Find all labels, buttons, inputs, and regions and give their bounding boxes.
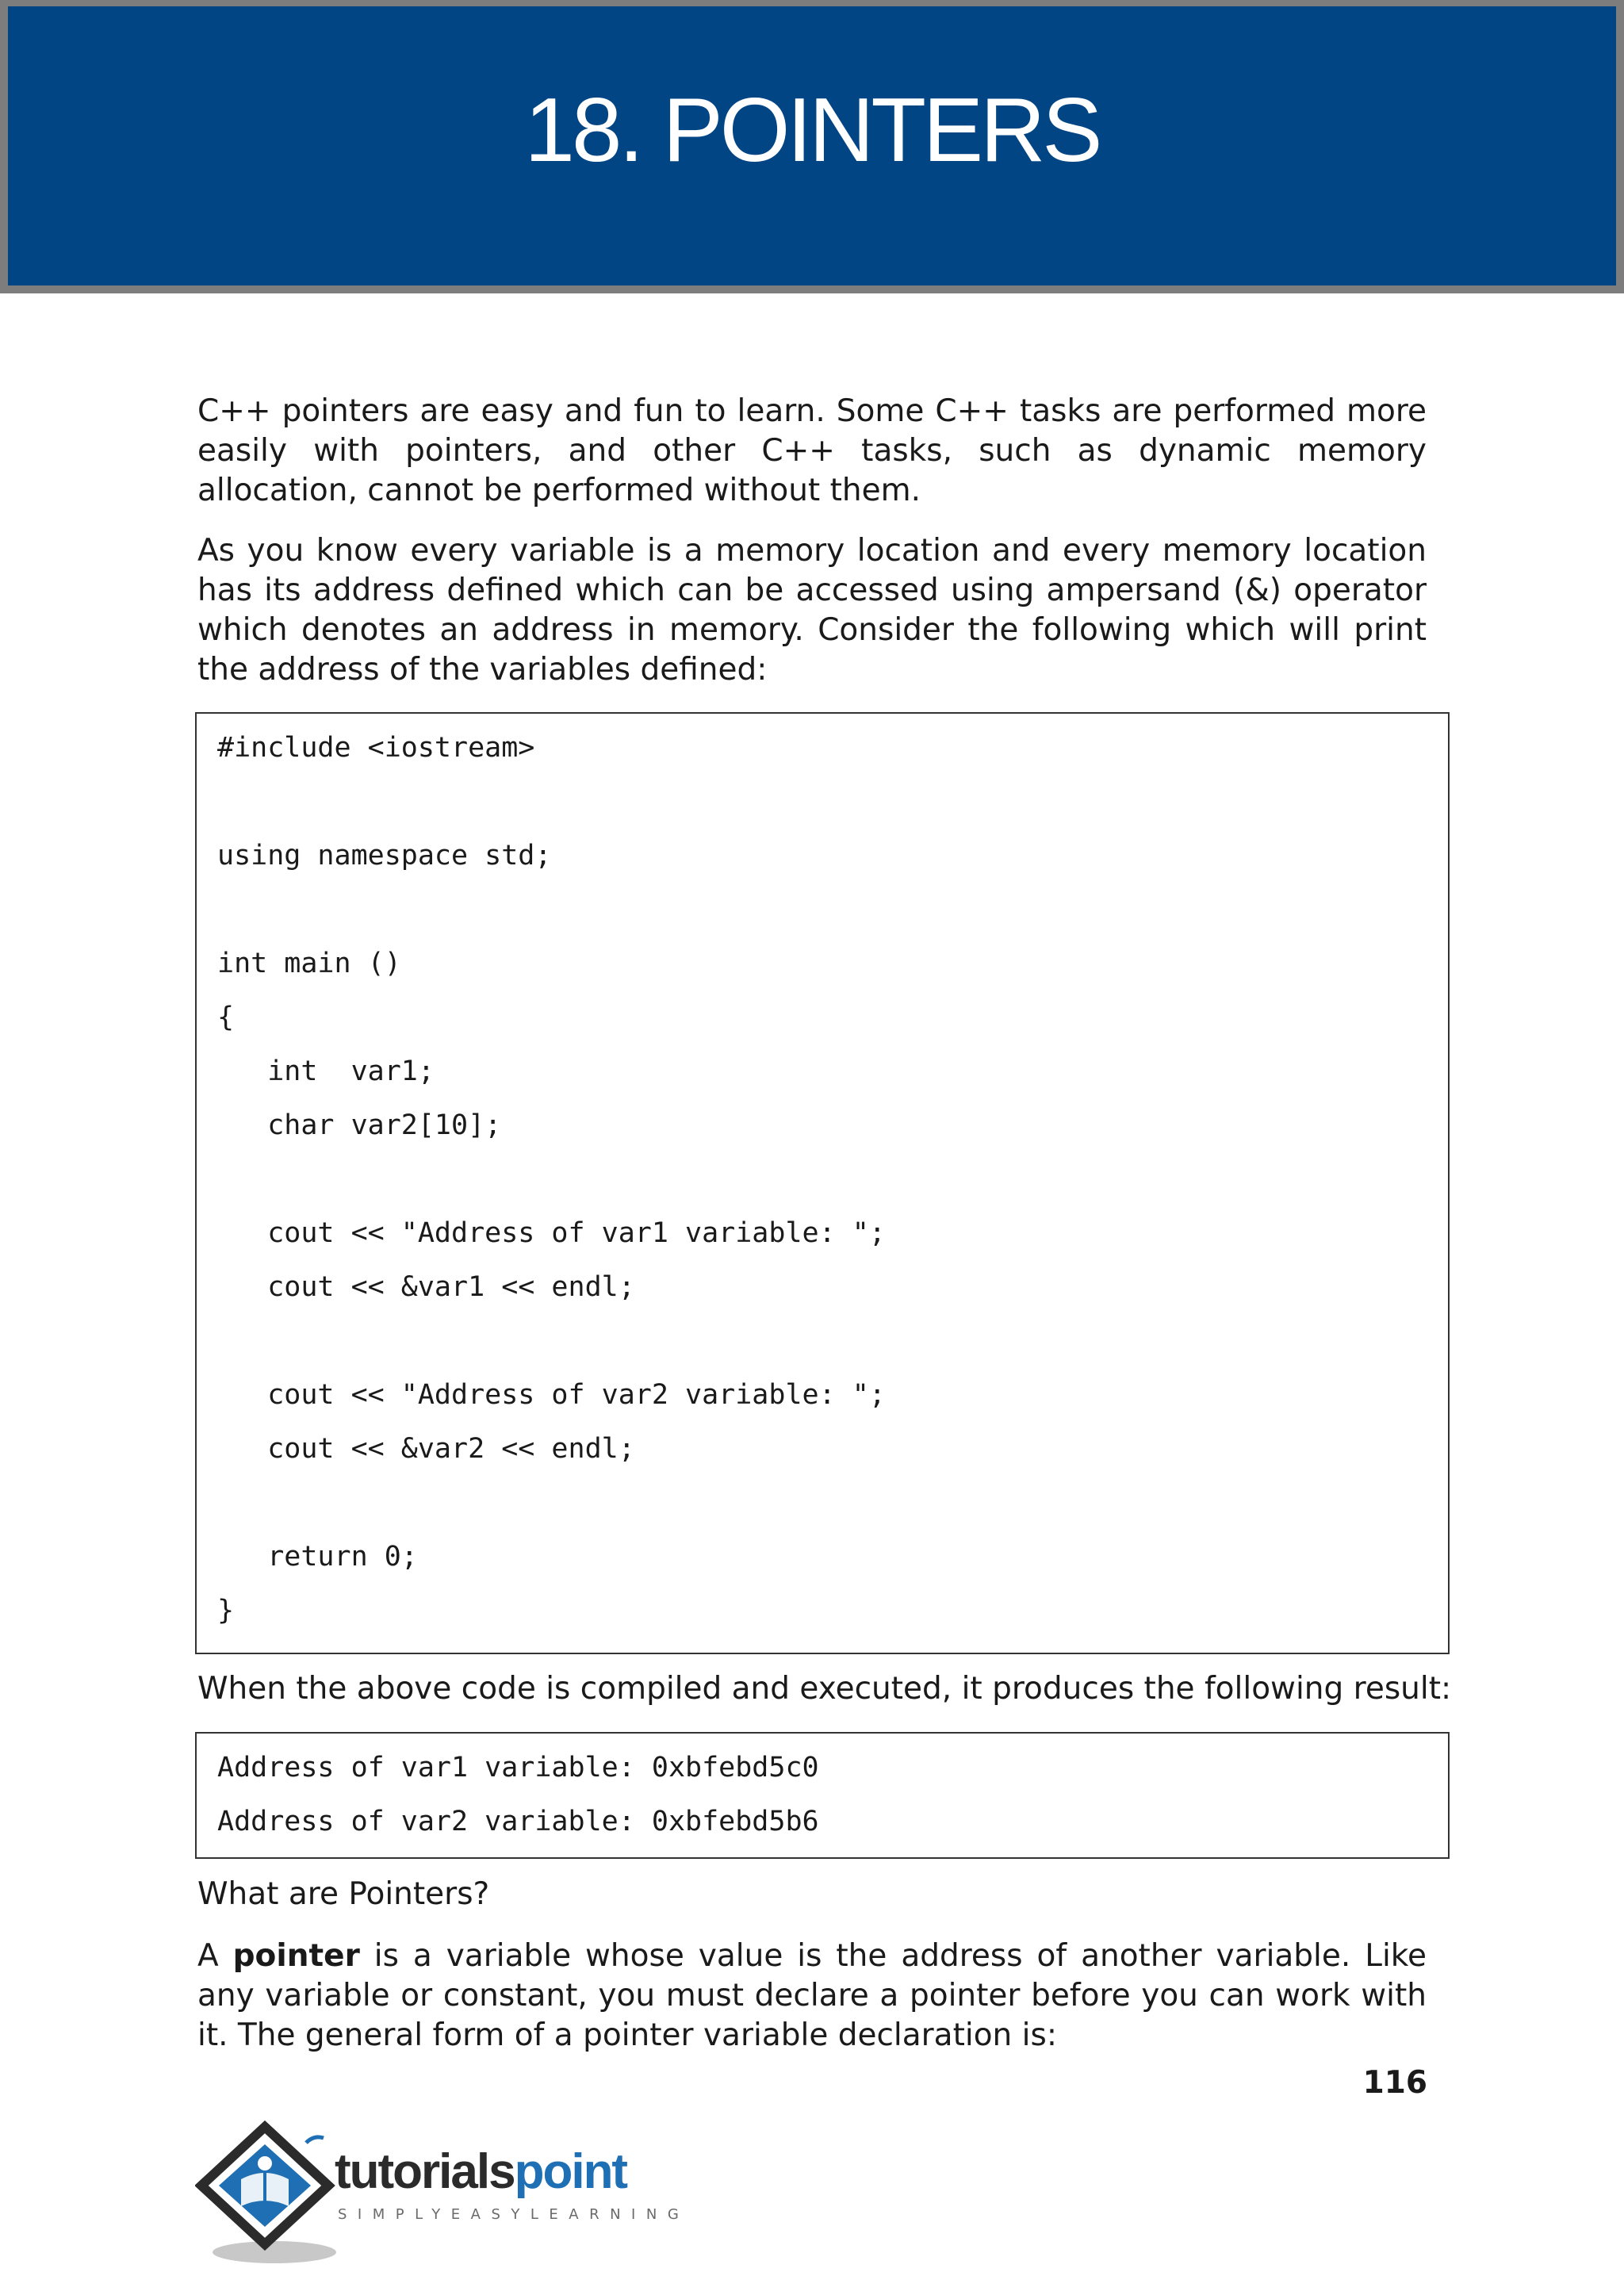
chapter-banner [0, 0, 1624, 293]
code-line: cout << "Address of var2 variable: "; [217, 1379, 886, 1411]
code-line: cout << &var2 << endl; [217, 1433, 635, 1465]
code-line: int var1; [217, 1056, 435, 1087]
tutorialspoint-logo [195, 2117, 690, 2276]
code-line: int main () [217, 948, 401, 979]
logo-wordmark: tutorialspoint [335, 2144, 627, 2199]
chapter-title: 18. POINTERS [524, 80, 1100, 181]
code-line: #include <iostream> [217, 732, 535, 764]
pointer-definition-paragraph [197, 1937, 1427, 2056]
code-line: char var2[10]; [217, 1109, 502, 1141]
code-example-box [195, 712, 1450, 1654]
pointer-term: pointer [232, 1938, 360, 1974]
section-heading: What are Pointers? [197, 1876, 490, 1912]
result-intro-text: When the above code is compiled and executed, it produces the following result: [197, 1671, 1452, 1707]
address-paragraph: As you know every variable is a memory location and every memory location has its address defined which can be accessed using ampersand (&) operator which denotes an address in memory. Consider the following which will print the address of the variables defined: [197, 533, 1427, 688]
code-line: } [217, 1595, 235, 1626]
code-line: cout << "Address of var1 variable: "; [217, 1217, 886, 1249]
output-line: Address of var2 variable: 0xbfebd5b6 [217, 1806, 819, 1837]
logo-tagline: SIMPLYEASYLEARNING [338, 2206, 690, 2223]
code-line: using namespace std; [217, 840, 552, 872]
pointer-def-prefix: A [197, 1938, 233, 1974]
intro-paragraph: C++ pointers are easy and fun to learn. Some C++ tasks are performed more easily with pointers, and other C++ tasks, such as dynamic memory allocation, cannot be performed without them. [197, 393, 1427, 508]
pointer-def-rest: is a variable whose value is the address of another variable. Like any variable or constant, you must declare a pointer before you can work with it. The general form of a pointer variable declaration is: [197, 1938, 1427, 2053]
code-line: return 0; [217, 1541, 418, 1573]
page-number: 116 [1362, 2065, 1427, 2101]
output-line: Address of var1 variable: 0xbfebd5c0 [217, 1752, 819, 1784]
output-example-box [195, 1732, 1450, 1859]
code-line: { [217, 1002, 235, 1033]
code-line: cout << &var1 << endl; [217, 1271, 635, 1303]
